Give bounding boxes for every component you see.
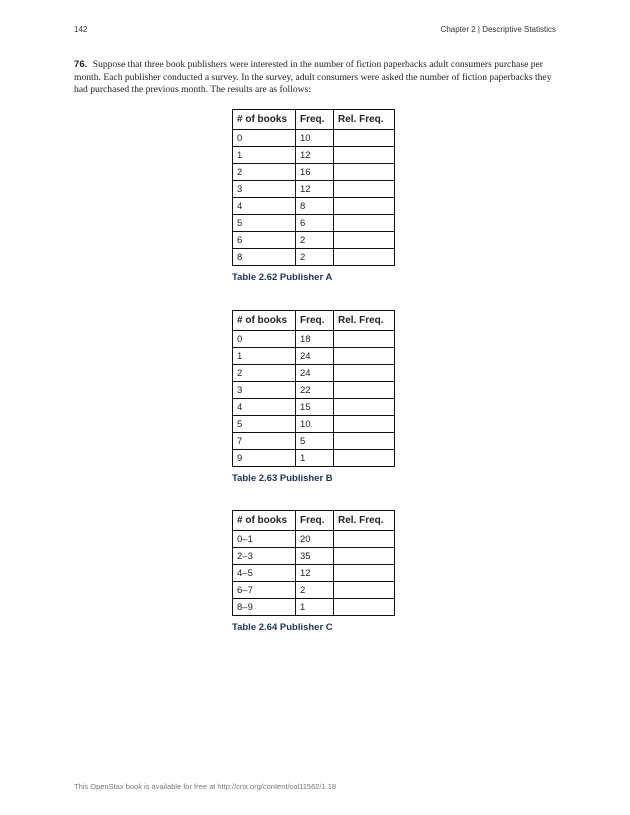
column-header: Rel. Freq. — [334, 110, 395, 130]
table-cell: 4–5 — [233, 565, 296, 582]
table-row — [233, 450, 395, 467]
table-cell: 2 — [296, 249, 334, 266]
table-cell — [334, 348, 395, 365]
table-cell — [334, 599, 395, 616]
table-row — [233, 599, 395, 616]
frequency-table — [232, 510, 395, 616]
table-cell: 6 — [296, 215, 334, 232]
table-cell: 15 — [296, 399, 334, 416]
table-cell — [334, 548, 395, 565]
table-cell — [334, 147, 395, 164]
table-publisher-b — [232, 310, 395, 484]
table-caption: Table 2.64 Publisher C — [232, 622, 333, 633]
table-cell — [334, 433, 395, 450]
table-cell: 5 — [233, 215, 296, 232]
table-cell: 8–9 — [233, 599, 296, 616]
table-cell — [334, 232, 395, 249]
table-cell: 5 — [296, 433, 334, 450]
table-header-row — [233, 511, 395, 531]
table-cell — [334, 249, 395, 266]
table-cell: 2 — [233, 365, 296, 382]
table-cell — [334, 399, 395, 416]
table-cell: 6 — [233, 232, 296, 249]
table-cell: 22 — [296, 382, 334, 399]
table-row — [233, 249, 395, 266]
table-cell: 0–1 — [233, 531, 296, 548]
table-cell — [334, 331, 395, 348]
table-cell: 8 — [233, 249, 296, 266]
table-cell: 4 — [233, 399, 296, 416]
chapter-title: Chapter 2 | Descriptive Statistics — [440, 25, 556, 34]
column-header: # of books — [233, 110, 296, 130]
table-row — [233, 416, 395, 433]
table-cell: 7 — [233, 433, 296, 450]
table-row — [233, 147, 395, 164]
table-row — [233, 531, 395, 548]
table-cell: 12 — [296, 565, 334, 582]
table-cell: 6–7 — [233, 582, 296, 599]
table-caption: Table 2.62 Publisher A — [232, 272, 333, 283]
table-cell: 16 — [296, 164, 334, 181]
column-header: # of books — [233, 311, 296, 331]
table-cell: 1 — [233, 147, 296, 164]
table-cell — [334, 450, 395, 467]
table-row — [233, 215, 395, 232]
page-number: 142 — [74, 25, 88, 34]
table-cell: 4 — [233, 198, 296, 215]
table-cell: 1 — [233, 348, 296, 365]
column-header: Freq. — [296, 110, 334, 130]
table-cell: 5 — [233, 416, 296, 433]
column-header: Freq. — [296, 311, 334, 331]
table-row — [233, 181, 395, 198]
table-header-row — [233, 110, 395, 130]
table-cell — [334, 565, 395, 582]
table-row — [233, 433, 395, 450]
table-row — [233, 164, 395, 181]
table-row — [233, 399, 395, 416]
footer-text: This OpenStax book is available for free at http://cnx.org/content/col11562/1.18 — [74, 782, 337, 791]
table-cell: 0 — [233, 130, 296, 147]
table-cell: 24 — [296, 348, 334, 365]
problem-number: 76. — [74, 59, 88, 70]
table-publisher-a — [232, 109, 395, 283]
table-cell: 8 — [296, 198, 334, 215]
frequency-table — [232, 109, 395, 266]
table-row — [233, 348, 395, 365]
table-cell: 20 — [296, 531, 334, 548]
table-cell: 12 — [296, 147, 334, 164]
column-header: # of books — [233, 511, 296, 531]
problem-text: Suppose that three book publishers were interested in the number of fiction paperbacks adult consumers purchase per month. Each publisher conducted a survey. In the survey, adult consumers were asked the number of fiction paperbacks they had purchased the previous month. The results are as follows: — [74, 59, 552, 96]
table-cell: 10 — [296, 416, 334, 433]
problem-statement — [74, 59, 558, 97]
table-cell: 10 — [296, 130, 334, 147]
table-row — [233, 130, 395, 147]
column-header: Rel. Freq. — [334, 511, 395, 531]
column-header: Rel. Freq. — [334, 311, 395, 331]
table-caption: Table 2.63 Publisher B — [232, 473, 333, 484]
table-row — [233, 365, 395, 382]
table-cell: 2–3 — [233, 548, 296, 565]
table-publisher-c — [232, 510, 395, 633]
table-cell: 1 — [296, 450, 334, 467]
table-cell — [334, 181, 395, 198]
table-row — [233, 198, 395, 215]
table-cell: 35 — [296, 548, 334, 565]
table-cell — [334, 130, 395, 147]
table-cell: 3 — [233, 382, 296, 399]
table-cell: 2 — [233, 164, 296, 181]
table-row — [233, 382, 395, 399]
table-cell — [334, 531, 395, 548]
table-row — [233, 232, 395, 249]
table-cell: 1 — [296, 599, 334, 616]
table-cell — [334, 582, 395, 599]
table-cell — [334, 215, 395, 232]
table-cell: 2 — [296, 232, 334, 249]
table-cell: 12 — [296, 181, 334, 198]
column-header: Freq. — [296, 511, 334, 531]
table-cell — [334, 365, 395, 382]
table-cell — [334, 198, 395, 215]
table-row — [233, 548, 395, 565]
table-cell: 0 — [233, 331, 296, 348]
table-cell: 3 — [233, 181, 296, 198]
table-cell: 2 — [296, 582, 334, 599]
table-cell: 18 — [296, 331, 334, 348]
table-cell — [334, 416, 395, 433]
table-cell: 9 — [233, 450, 296, 467]
table-cell — [334, 382, 395, 399]
table-cell — [334, 164, 395, 181]
table-row — [233, 582, 395, 599]
table-header-row — [233, 311, 395, 331]
table-row — [233, 331, 395, 348]
frequency-table — [232, 310, 395, 467]
table-cell: 24 — [296, 365, 334, 382]
table-row — [233, 565, 395, 582]
